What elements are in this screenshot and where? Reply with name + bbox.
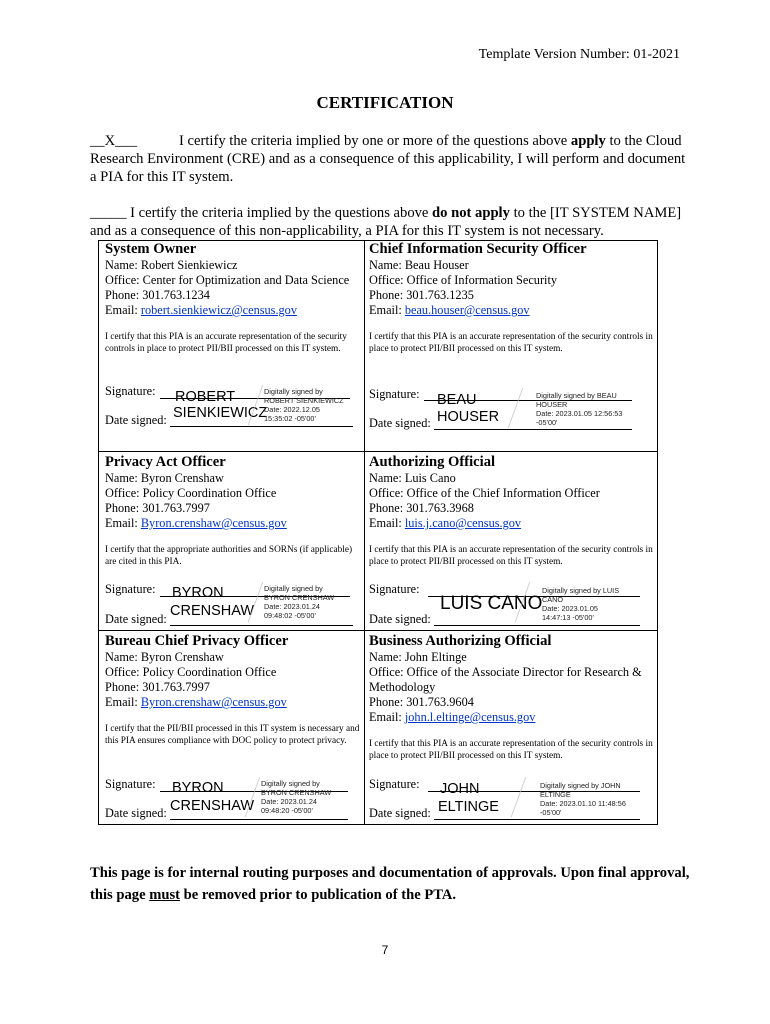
routing-notice-text-a: This page is for internal routing purposes and documentation of approvals. Upon final approval, this page xyxy=(90,865,690,903)
template-version: Template Version Number: 01-2021 xyxy=(478,47,680,62)
system-owner-office: Office: Center for Optimization and Data Science xyxy=(105,273,350,287)
business-ao-office: Office: Office of the Associate Director for Research & Methodology xyxy=(369,665,642,694)
bureau-chief-office: Office: Policy Coordination Office xyxy=(105,665,277,679)
ciso-cell xyxy=(369,241,654,355)
bureau-chief-privacy-officer-cell xyxy=(105,633,360,747)
routing-notice-emphasis: must xyxy=(149,887,181,903)
ciso-name: Name: Beau Houser xyxy=(369,258,469,272)
apply-text-a: I certify the criteria implied by one or more of the questions above xyxy=(179,133,571,149)
ciso-signature-name-2: HOUSER xyxy=(437,409,500,425)
system-owner-name: Name: Robert Sienkiewicz xyxy=(105,258,238,272)
system-owner-heading: System Owner xyxy=(105,241,197,257)
bureau-chief-phone: Phone: 301.763.7997 xyxy=(105,680,210,694)
bureau-chief-signature-name-2: CRENSHAW xyxy=(170,798,255,814)
table-divider-2 xyxy=(98,630,658,631)
privacy-act-officer-signature-label: Signature: xyxy=(105,582,156,596)
privacy-act-officer-date-line xyxy=(170,625,353,626)
authorizing-official-cell xyxy=(369,454,654,568)
apply-emphasis: apply xyxy=(570,133,606,149)
system-owner-signature-detail: Digitally signed by ROBERT SIENKIEWICZ Date: 2022.12.05 15:35:02 -05'00' xyxy=(264,387,344,423)
not-apply-checkmark: _____ xyxy=(90,205,127,221)
business-authorizing-official-cell xyxy=(369,633,654,762)
authorizing-official-signature-name: LUIS CANO xyxy=(440,593,543,614)
privacy-act-officer-signature-name-2: CRENSHAW xyxy=(170,603,255,619)
authorizing-official-heading: Authorizing Official xyxy=(369,454,496,470)
privacy-act-officer-phone: Phone: 301.763.7997 xyxy=(105,501,210,515)
system-owner-email-label: Email: xyxy=(105,303,141,317)
business-ao-email-label: Email: xyxy=(369,710,405,724)
bureau-chief-signature-detail: Digitally signed by BYRON CRENSHAW Date: 2023.01.24 09:48:20 -05'00' xyxy=(261,779,332,815)
bureau-chief-date-line xyxy=(170,819,348,820)
apply-checkmark: __X___ xyxy=(90,133,138,149)
privacy-act-officer-email-link[interactable]: Byron.crenshaw@census.gov xyxy=(140,516,287,530)
ciso-cert-text: I certify that this PIA is an accurate representation of the security controls in place to protect PII/BII processed on this IT system. xyxy=(369,332,653,354)
bureau-chief-signature-label: Signature: xyxy=(105,777,156,791)
authorizing-official-signature-detail: Digitally signed by LUIS CANO Date: 2023.01.05 14:47:13 -05'00' xyxy=(542,586,620,622)
ciso-signature-detail: Digitally signed by BEAU HOUSER Date: 2023.01.05 12:56:53 -05'00' xyxy=(536,391,623,427)
privacy-act-officer-signature-detail: Digitally signed by BYRON CRENSHAW Date: 2023.01.24 09:48:02 -05'00' xyxy=(264,584,335,620)
business-ao-name: Name: John Eltinge xyxy=(369,650,467,664)
privacy-act-officer-date-label: Date signed: xyxy=(105,612,167,626)
system-owner-signature-name-1: ROBERT xyxy=(175,389,236,405)
privacy-act-officer-name: Name: Byron Crenshaw xyxy=(105,471,224,485)
system-owner-cert-text: I certify that this PIA is an accurate representation of the security controls in place to protect PII/BII processed on this IT system. xyxy=(105,332,347,354)
business-ao-phone: Phone: 301.763.9604 xyxy=(369,695,474,709)
apply-text-b: to the Cloud Research Environment (CRE) and as a consequence of this applicability, I will perform and document a PIA for this IT system. xyxy=(90,133,686,185)
ciso-signature-label: Signature: xyxy=(369,387,420,401)
business-ao-signature-label: Signature: xyxy=(369,777,420,791)
privacy-act-officer-email-label: Email: xyxy=(105,516,141,530)
ciso-heading: Chief Information Security Officer xyxy=(369,241,587,257)
privacy-act-officer-heading: Privacy Act Officer xyxy=(105,454,226,470)
bureau-chief-email-label: Email: xyxy=(105,695,141,709)
bureau-chief-date-label: Date signed: xyxy=(105,806,167,820)
privacy-act-officer-cell xyxy=(105,454,360,568)
privacy-act-officer-office: Office: Policy Coordination Office xyxy=(105,486,277,500)
authorizing-official-signature-label: Signature: xyxy=(369,582,420,596)
authorizing-official-email-link[interactable]: luis.j.cano@census.gov xyxy=(404,516,522,530)
business-ao-email-link[interactable]: john.l.eltinge@census.gov xyxy=(404,710,536,724)
business-ao-date-label: Date signed: xyxy=(369,806,431,820)
ciso-signature-name-1: BEAU xyxy=(437,392,477,408)
authorizing-official-office: Office: Office of the Chief Information Officer xyxy=(369,486,600,500)
authorizing-official-date-line xyxy=(434,625,640,626)
routing-notice-text-b: be removed prior to publication of the PTA. xyxy=(180,887,457,903)
not-apply-emphasis: do not apply xyxy=(432,205,510,221)
not-apply-text-a: I certify the criteria implied by the questions above xyxy=(126,205,433,221)
system-owner-date-line xyxy=(170,426,353,427)
privacy-act-officer-signature-name-1: BYRON xyxy=(172,585,224,601)
business-ao-cert-text: I certify that this PIA is an accurate representation of the security controls in place to protect PII/BII processed on this IT system. xyxy=(369,739,653,761)
bureau-chief-signature-name-1: BYRON xyxy=(172,780,224,796)
not-apply-text-b: to the [IT SYSTEM NAME] and as a consequence of this non-applicability, a PIA for this IT system is not necessary. xyxy=(90,205,682,239)
authorizing-official-email-label: Email: xyxy=(369,516,405,530)
bureau-chief-name: Name: Byron Crenshaw xyxy=(105,650,224,664)
authorizing-official-name: Name: Luis Cano xyxy=(369,471,456,485)
ciso-email-link[interactable]: beau.houser@census.gov xyxy=(404,303,530,317)
business-ao-signature-name-2: ELTINGE xyxy=(438,799,499,815)
authorizing-official-cert-text: I certify that this PIA is an accurate representation of the security controls in place to protect PII/BII processed on this IT system. xyxy=(369,545,653,567)
ciso-email-label: Email: xyxy=(369,303,405,317)
bureau-chief-cert-text: I certify that the PII/BII processed in this IT system is necessary and this PIA ensures compliance with DOC policy to protect privacy. xyxy=(105,724,360,746)
privacy-act-officer-cert-text: I certify that the appropriate authorities and SORNs (if applicable) are cited in this PIA. xyxy=(105,545,353,567)
business-ao-signature-name-1: JOHN xyxy=(440,781,480,797)
system-owner-date-label: Date signed: xyxy=(105,413,167,427)
system-owner-signature-label: Signature: xyxy=(105,384,156,398)
system-owner-cell xyxy=(105,241,360,355)
table-divider-vertical xyxy=(364,240,365,825)
certify-apply-paragraph xyxy=(90,132,690,186)
business-ao-heading: Business Authorizing Official xyxy=(369,633,552,649)
bureau-chief-heading: Bureau Chief Privacy Officer xyxy=(105,633,289,649)
ciso-date-label: Date signed: xyxy=(369,416,431,430)
ciso-date-line xyxy=(434,429,632,430)
table-divider-1 xyxy=(98,451,658,452)
business-ao-date-line xyxy=(434,819,640,820)
routing-notice xyxy=(90,862,690,906)
page-number: 7 xyxy=(381,943,389,957)
business-ao-signature-detail: Digitally signed by JOHN ELTINGE Date: 2023.01.10 11:48:56 -05'00' xyxy=(540,781,626,817)
ciso-office: Office: Office of Information Security xyxy=(369,273,558,287)
bureau-chief-email-link[interactable]: Byron.crenshaw@census.gov xyxy=(140,695,287,709)
authorizing-official-date-label: Date signed: xyxy=(369,612,431,626)
system-owner-phone: Phone: 301.763.1234 xyxy=(105,288,210,302)
system-owner-signature-name-2: SIENKIEWICZ xyxy=(173,405,268,421)
certify-not-apply-paragraph xyxy=(90,204,690,240)
page-title: CERTIFICATION xyxy=(316,93,454,112)
authorizing-official-phone: Phone: 301.763.3968 xyxy=(369,501,474,515)
system-owner-email-link[interactable]: robert.sienkiewicz@census.gov xyxy=(140,303,297,317)
ciso-phone: Phone: 301.763.1235 xyxy=(369,288,474,302)
